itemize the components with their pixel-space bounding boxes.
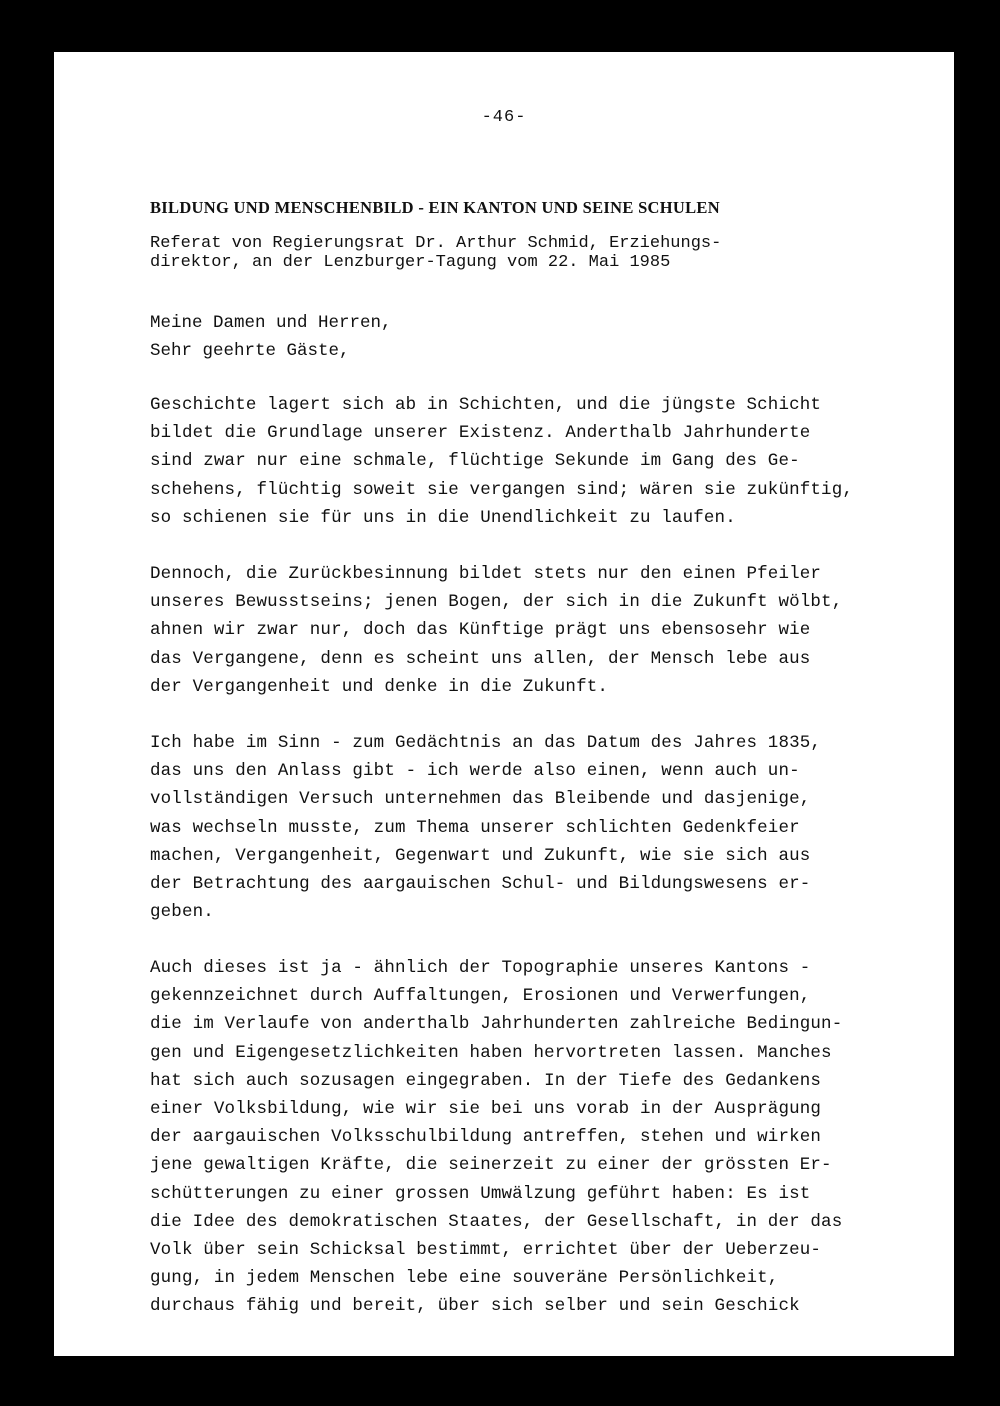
paragraph-4	[150, 954, 842, 1321]
text-line: der aargauischen Volksschulbildung antreffen, stehen und wirken	[150, 1127, 822, 1148]
subtitle-line: Referat von Regierungsrat Dr. Arthur Schmid, Erziehungs-	[150, 234, 722, 253]
text-line: machen, Vergangenheit, Gegenwart und Zukunft, wie sie sich aus	[150, 845, 811, 866]
text-line: jene gewaltigen Kräfte, die seinerzeit zu einer der grössten Er-	[150, 1155, 832, 1176]
paragraph-3	[150, 729, 821, 926]
paragraph-1	[150, 391, 853, 532]
text-line: Auch dieses ist ja - ähnlich der Topographie unseres Kantons -	[150, 958, 811, 978]
text-line: bildet die Grundlage unserer Existenz. Anderthalb Jahrhunderte	[150, 423, 811, 444]
text-line: durchaus fähig und bereit, über sich selber und sein Geschick	[150, 1296, 800, 1317]
text-line: Volk über sein Schicksal bestimmt, errichtet über der Ueberzeu-	[150, 1240, 822, 1261]
paragraph-2	[150, 560, 842, 701]
text-line: gung, in jedem Menschen lebe eine souveräne Persönlichkeit,	[150, 1268, 779, 1289]
document-title: BILDUNG UND MENSCHENBILD - EIN KANTON UND SEINE SCHULEN	[150, 198, 720, 217]
document-page	[54, 52, 954, 1356]
text-line: ahnen wir zwar nur, doch das Künftige prägt uns ebensosehr wie	[150, 620, 811, 641]
page-number: -46-	[481, 108, 527, 127]
text-line: sind zwar nur eine schmale, flüchtige Sekunde im Gang des Ge-	[150, 451, 800, 472]
text-line: vollständigen Versuch unternehmen das Bleibende und dasjenige,	[150, 789, 811, 810]
salutation-line: Sehr geehrte Gäste,	[150, 341, 350, 361]
text-line: der Betrachtung des aargauischen Schul- und Bildungswesens er-	[150, 874, 811, 895]
text-line: das uns den Anlass gibt - ich werde also einen, wenn auch un-	[150, 761, 800, 782]
text-line: Dennoch, die Zurückbesinnung bildet stets nur den einen Pfeiler	[150, 564, 822, 584]
salutation-line: Meine Damen und Herren,	[150, 313, 392, 333]
document-subtitle	[150, 234, 721, 272]
text-line: was wechseln musste, zum Thema unserer schlichten Gedenkfeier	[150, 817, 800, 838]
text-line: der Vergangenheit und denke in die Zukunft.	[150, 676, 609, 697]
text-line: das Vergangene, denn es scheint uns allen, der Mensch lebe aus	[150, 648, 811, 669]
text-line: schehens, flüchtig soweit sie vergangen sind; wären sie zukünftig,	[150, 479, 854, 500]
text-line: die Idee des demokratischen Staates, der Gesellschaft, in der das	[150, 1211, 843, 1232]
text-line: unseres Bewusstseins; jenen Bogen, der sich in die Zukunft wölbt,	[150, 592, 843, 613]
text-line: Geschichte lagert sich ab in Schichten, und die jüngste Schicht	[150, 395, 822, 415]
text-line: hat sich auch sozusagen eingegraben. In der Tiefe des Gedankens	[150, 1070, 822, 1091]
text-line: gen und Eigengesetzlichkeiten haben hervortreten lassen. Manches	[150, 1042, 832, 1063]
salutation	[150, 309, 392, 365]
text-line: einer Volksbildung, wie wir sie bei uns vorab in der Ausprägung	[150, 1099, 822, 1120]
text-line: die im Verlaufe von anderthalb Jahrhunderten zahlreiche Bedingun-	[150, 1014, 843, 1035]
text-line: schütterungen zu einer grossen Umwälzung geführt haben: Es ist	[150, 1183, 811, 1204]
subtitle-line: direktor, an der Lenzburger-Tagung vom 22. Mai 1985	[150, 253, 671, 272]
text-line: gekennzeichnet durch Auffaltungen, Erosionen und Verwerfungen,	[150, 986, 811, 1007]
text-line: Ich habe im Sinn - zum Gedächtnis an das Datum des Jahres 1835,	[150, 733, 822, 753]
text-line: geben.	[150, 902, 214, 923]
text-line: so schienen sie für uns in die Unendlichkeit zu laufen.	[150, 507, 736, 528]
